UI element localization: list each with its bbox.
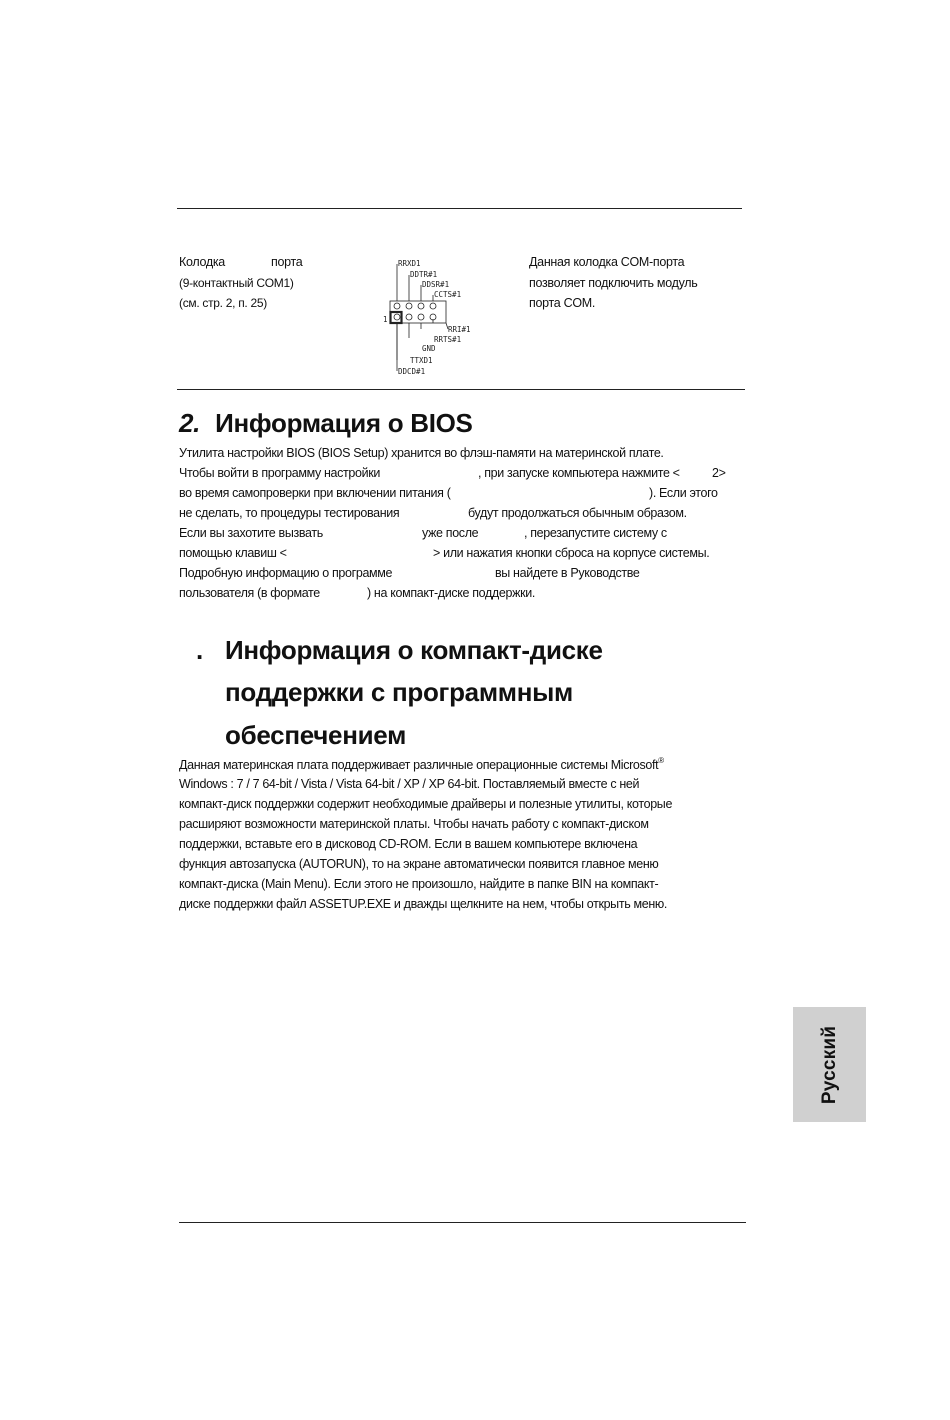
- pin1-marker: 1: [383, 315, 388, 324]
- cd-paragraph-line: компакт-диска (Main Menu). Если этого не произошло, найдите в папке BIN на компакт-: [179, 877, 659, 891]
- cd-paragraph-line: компакт-диск поддержки содержит необходимые драйверы и полезные утилиты, которые: [179, 797, 673, 811]
- com-caption-ref: (см. стр. 2, п. 25): [179, 296, 267, 310]
- section-rule: [177, 389, 745, 390]
- com-header-pin-diagram: [382, 255, 482, 380]
- cd-section-title-line-2: поддержки с программным: [225, 677, 573, 707]
- com-description-line-1: Данная колодка COM-порта: [529, 255, 685, 269]
- cd-paragraph-line: диске поддержки файл ASSETUP.EXE и дважды щелкните на нем, чтобы открыть меню.: [179, 897, 668, 911]
- pin-label-ddtr1: DDTR#1: [410, 270, 438, 279]
- com-caption-title: Колодка порта: [179, 255, 303, 269]
- pin-label-ttxd1: TTXD1: [410, 356, 433, 365]
- com-description-line-3: порта COM.: [529, 296, 596, 310]
- com-caption-type: (9-контактный COM1): [179, 276, 294, 290]
- bios-section-heading: [179, 408, 473, 439]
- bios-section-number: 2.: [179, 408, 201, 438]
- bottom-rule: [179, 1222, 746, 1223]
- language-tab: [793, 1007, 866, 1122]
- registered-mark: ®: [658, 756, 664, 765]
- cd-paragraph-line: функция автозапуска (AUTORUN), то на экране автоматически появится главное меню: [179, 857, 659, 871]
- pin-label-rrts1: RRTS#1: [434, 335, 462, 344]
- cd-paragraph-line: поддержки, вставьте его в дисковод CD-ROM. Если в вашем компьютере включена: [179, 837, 638, 851]
- pin-label-ddsr1: DDSR#1: [422, 280, 450, 289]
- cd-section-number: .: [196, 635, 203, 665]
- cd-section-title-line-1: Информация о компакт-диске: [225, 635, 603, 665]
- cd-paragraph-line: Windows : 7 / 7 64-bit / Vista / Vista 64-bit / XP / XP 64-bit. Поставляемый вместе с ней: [179, 777, 640, 791]
- bios-section-title: Информация о BIOS: [215, 408, 473, 438]
- pin-label-ccts1: CCTS#1: [434, 290, 462, 299]
- pin-label-rri1: RRI#1: [448, 325, 471, 334]
- cd-paragraph-line: расширяют возможности материнской платы. Чтобы начать работу с компакт-диском: [179, 817, 649, 831]
- com-description-line-2: позволяет подключить модуль: [529, 276, 698, 290]
- pin-label-gnd: GND: [422, 344, 436, 353]
- cd-paragraph-line: Данная материнская плата поддерживает различные операционные системы Microsoft®: [179, 756, 664, 772]
- pin-label-rrxd1: RRXD1: [398, 259, 421, 268]
- pin-label-ddcd1: DDCD#1: [398, 367, 426, 376]
- language-tab-label: Русский: [818, 1025, 840, 1104]
- top-rule: [177, 208, 742, 209]
- cd-section-title-line-3: обеспечением: [225, 720, 407, 750]
